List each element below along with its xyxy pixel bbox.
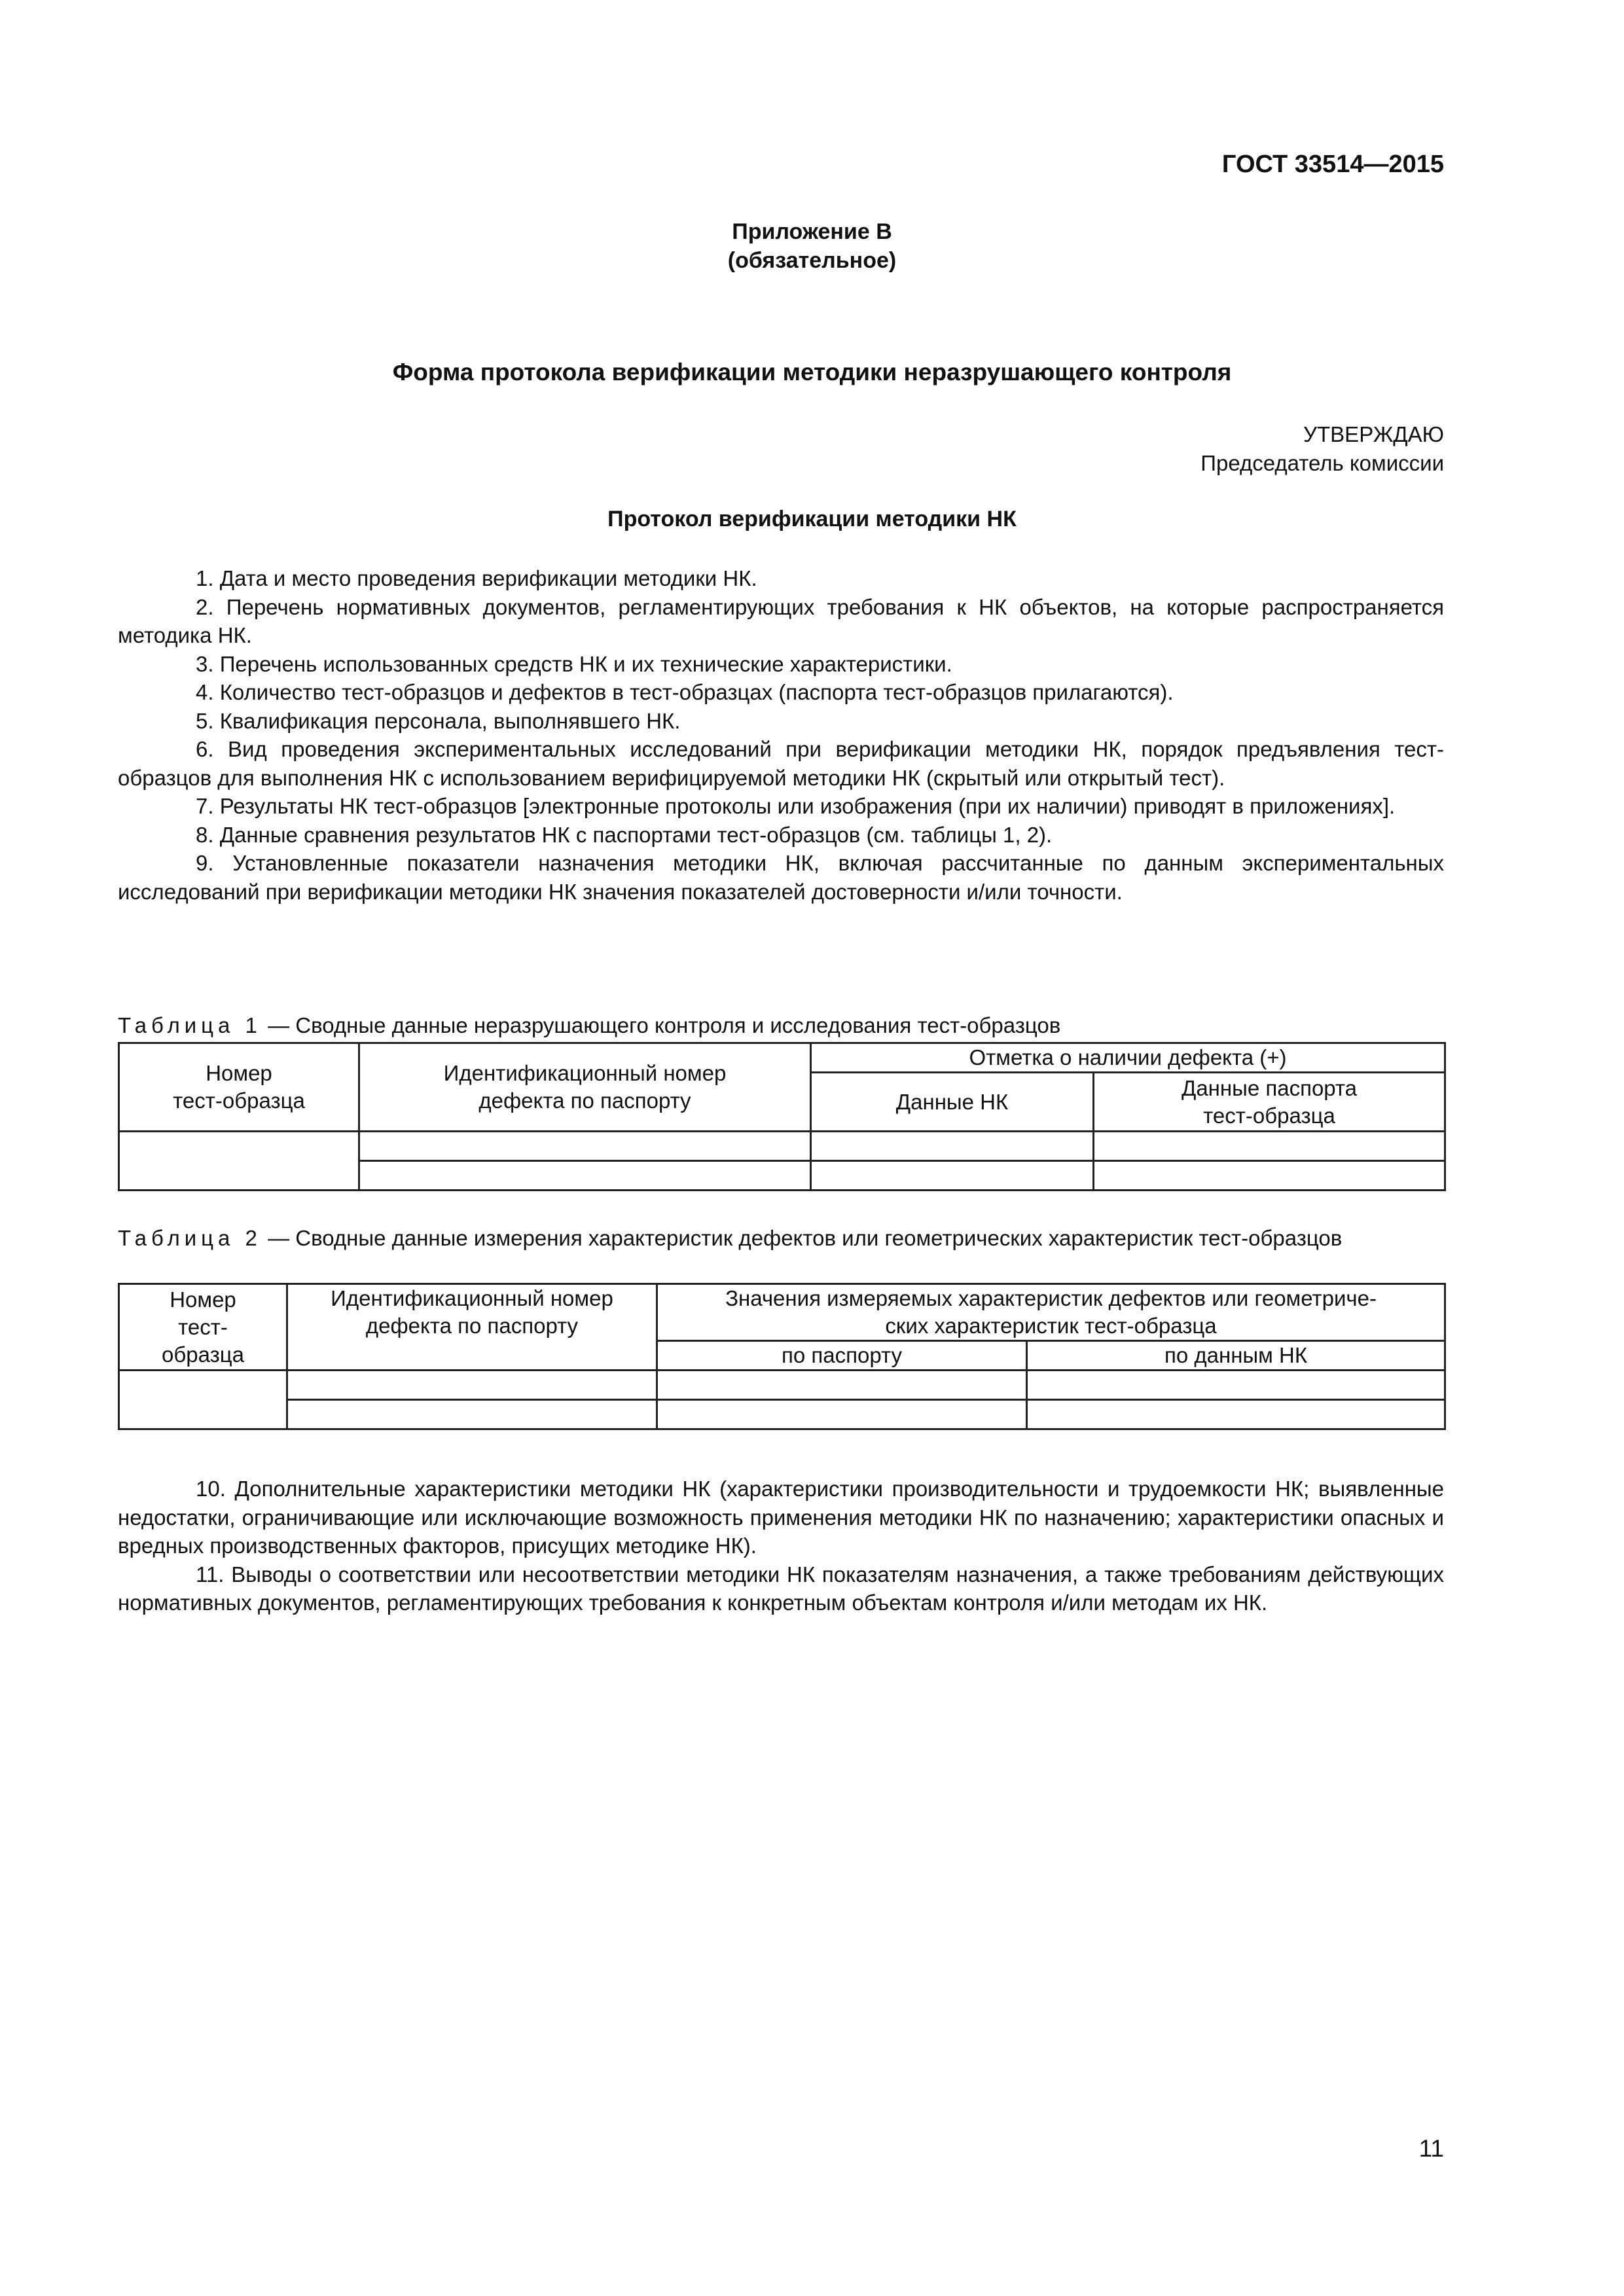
table-cell xyxy=(119,1371,287,1429)
page-number: 11 xyxy=(1418,2135,1444,2162)
table-cell xyxy=(119,1132,359,1191)
table1-header-mark: Отметка о наличии дефекта (+) xyxy=(811,1043,1445,1073)
list-item: 6. Вид проведения экспериментальных исследований при верификации методики НК, порядок предъявления тест-образцов для выполнения НК с использованием верифицируемой методики НК (скрытый или открытый тест). xyxy=(118,737,1444,790)
form-title: Форма протокола верификации методики неразрушающего контроля xyxy=(392,359,1232,386)
table-cell xyxy=(811,1161,1094,1191)
table1-header-id: Идентификационный номер дефекта по паспорту xyxy=(359,1043,811,1132)
table-cell xyxy=(359,1132,811,1161)
table-cell xyxy=(1094,1161,1445,1191)
table1-header-sample: Номер тест-образца xyxy=(119,1043,359,1132)
list-item: 4. Количество тест-образцов и дефектов в тест-образцах (паспорта тест-образцов прилагаются). xyxy=(196,680,1174,704)
table-cell xyxy=(811,1132,1094,1161)
approval-word: УТВЕРЖДАЮ xyxy=(1303,422,1444,446)
table2-caption-text: — Сводные данные измерения характеристик дефектов или геометрических характеристик тест-образцов xyxy=(261,1226,1343,1250)
list-item: 8. Данные сравнения результатов НК с паспортами тест-образцов (см. таблицы 1, 2). xyxy=(196,822,1053,847)
approval-block xyxy=(1200,420,1444,478)
table2-label: Таблица 2 xyxy=(118,1226,262,1250)
table-row xyxy=(119,1400,1445,1429)
annex-heading xyxy=(0,217,1624,275)
approval-role: Председатель комиссии xyxy=(1200,451,1444,475)
table-cell xyxy=(359,1161,811,1191)
table2-header-id: Идентификационный номер дефекта по паспорту xyxy=(287,1284,657,1371)
table-cell xyxy=(1027,1371,1445,1400)
table-cell xyxy=(287,1400,657,1429)
standard-number: ГОСТ 33514—2015 xyxy=(1221,151,1444,178)
table1-header-passport: Данные паспорта тест-образца xyxy=(1094,1073,1445,1132)
table-cell xyxy=(657,1400,1027,1429)
table2-header-sample: Номер тест- образца xyxy=(119,1284,287,1371)
list-item: 7. Результаты НК тест-образцов [электронные протоколы или изображения (при их наличии) приводят в приложениях]. xyxy=(196,794,1396,818)
table2-header-values: Значения измеряемых характеристик дефектов или геометриче- ских характеристик тест-образца xyxy=(657,1284,1445,1341)
table-cell xyxy=(1094,1132,1445,1161)
table1 xyxy=(118,1042,1446,1191)
list-item: 1. Дата и место проведения верификации методики НК. xyxy=(196,566,757,590)
protocol-items xyxy=(118,564,1444,906)
list-item: 5. Квалификация персонала, выполнявшего НК. xyxy=(196,708,681,733)
list-item: 11. Выводы о соответствии или несоответствии методики НК показателям назначения, а также требованиям действующих нормативных документов, регламентирующих требования к конкретным объектам контроля и/или методам их НК. xyxy=(118,1562,1444,1615)
protocol-title: Протокол верификации методики НК xyxy=(607,507,1017,531)
list-item: 3. Перечень использованных средств НК и их технические характеристики. xyxy=(196,651,952,676)
table2-header-by-passport: по паспорту xyxy=(657,1341,1027,1371)
table-cell xyxy=(287,1371,657,1400)
table2-caption xyxy=(118,1224,1444,1252)
table-row xyxy=(119,1371,1445,1400)
table-cell xyxy=(657,1371,1027,1400)
table-row xyxy=(119,1132,1445,1161)
table2-header-by-data: по данным НК xyxy=(1027,1341,1445,1371)
table2 xyxy=(118,1283,1446,1430)
table1-header-nk: Данные НК xyxy=(811,1073,1094,1132)
table1-label: Таблица 1 xyxy=(118,1013,262,1037)
annex-status: (обязательное) xyxy=(727,248,897,273)
table1-caption xyxy=(118,1011,1444,1039)
list-item: 9. Установленные показатели назначения методики НК, включая рассчитанные по данным экспериментальных исследований при верификации методики НК значения показателей достоверности и/или точности. xyxy=(118,851,1444,904)
list-item: 10. Дополнительные характеристики методики НК (характеристики производительности и трудоемкости НК; выявленные недостатки, ограничивающие или исключающие возможность применения методики НК по назначению; характеристики опасных и вредных производственных факторов, присущих методике НК). xyxy=(118,1477,1444,1558)
table1-caption-text: — Сводные данные неразрушающего контроля и исследования тест-образцов xyxy=(261,1013,1061,1037)
protocol-items-continued xyxy=(118,1475,1444,1617)
table-cell xyxy=(1027,1400,1445,1429)
annex-title: Приложение В xyxy=(732,219,892,244)
list-item: 2. Перечень нормативных документов, регламентирующих требования к НК объектов, на которые распространяется методика НК. xyxy=(118,594,1444,647)
